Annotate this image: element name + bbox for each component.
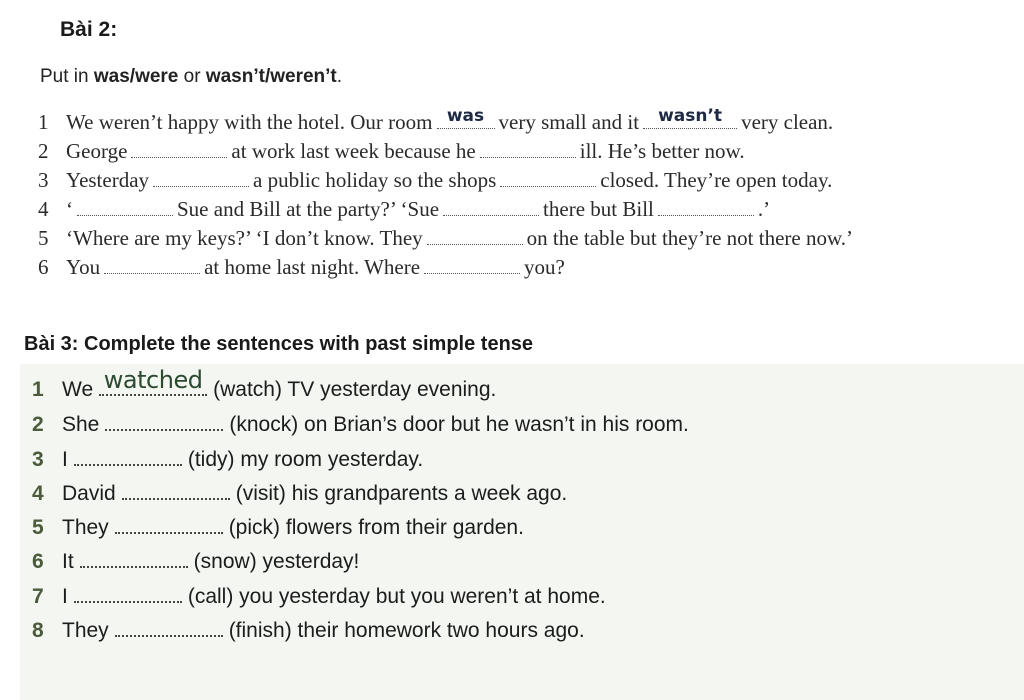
answer-blank[interactable] xyxy=(643,106,737,129)
answer-blank[interactable] xyxy=(131,141,227,158)
item-subject: I xyxy=(62,448,68,471)
item-subject: We xyxy=(62,378,94,401)
exercise-3-title: Bài 3: Complete the sentences with past simple tense xyxy=(24,333,534,355)
item-text: (call) you yesterday but you weren’t at home. xyxy=(187,585,606,608)
item-text: Yesterday xyxy=(66,168,150,192)
answer-blank[interactable] xyxy=(153,170,249,187)
item-text: at home last night. Where xyxy=(204,255,421,279)
item-number: 5 xyxy=(32,516,44,539)
item-text: George xyxy=(66,139,128,163)
item-text: very clean. xyxy=(741,110,834,134)
answer-blank[interactable] xyxy=(115,516,223,534)
exercise-3-item-3 xyxy=(32,448,423,472)
item-text: on the table but they’re not there now.’ xyxy=(526,226,854,250)
item-number: 3 xyxy=(32,448,44,471)
exercise-2-item-5 xyxy=(38,226,853,251)
item-number: 8 xyxy=(32,619,44,642)
answer-blank[interactable] xyxy=(105,413,223,431)
exercise-2-instruction xyxy=(40,66,342,88)
item-text: .’ xyxy=(757,197,771,221)
handwritten-answer: watched xyxy=(103,366,203,394)
answer-blank[interactable] xyxy=(427,228,523,245)
item-subject: They xyxy=(62,516,109,539)
item-text: We weren’t happy with the hotel. Our room xyxy=(66,110,433,134)
answer-blank[interactable] xyxy=(480,141,576,158)
exercise-3-item-6 xyxy=(32,550,359,574)
answer-blank[interactable] xyxy=(424,257,520,274)
item-text: there but Bill xyxy=(543,197,654,221)
instruction-prefix: Put in xyxy=(40,66,94,87)
item-number: 6 xyxy=(38,255,49,279)
item-number: 4 xyxy=(32,482,44,505)
item-text: (snow) yesterday! xyxy=(193,550,360,573)
exercise-2-title: Bài 2: xyxy=(60,18,118,41)
item-text: Sue and Bill at the party?’ ‘Sue xyxy=(177,197,440,221)
instruction-words-1: was/were xyxy=(93,66,179,87)
item-number: 1 xyxy=(38,110,49,134)
answer-blank[interactable] xyxy=(443,199,539,216)
item-number: 2 xyxy=(32,413,44,436)
item-subject: I xyxy=(62,585,68,608)
exercise-2-item-3 xyxy=(38,168,832,193)
answer-blank[interactable] xyxy=(437,106,495,129)
item-text: (knock) on Brian’s door but he wasn’t in his room. xyxy=(229,413,689,436)
item-subject: David xyxy=(62,482,116,505)
exercise-3-item-5 xyxy=(32,516,524,540)
item-text: ‘Where are my keys?’ ‘I don’t know. They xyxy=(66,226,423,250)
item-text: (visit) his grandparents a week ago. xyxy=(235,482,568,505)
item-text: You xyxy=(66,255,101,279)
item-text: you? xyxy=(524,255,565,279)
exercise-3-item-1 xyxy=(32,366,497,402)
answer-blank[interactable] xyxy=(80,550,188,568)
answer-blank[interactable] xyxy=(115,619,223,637)
item-text: a public holiday so the shops xyxy=(253,168,497,192)
answer-blank[interactable] xyxy=(500,170,596,187)
answer-blank[interactable] xyxy=(74,585,182,603)
answer-blank[interactable] xyxy=(77,199,173,216)
instruction-end: . xyxy=(336,66,343,87)
handwritten-answer: was xyxy=(446,106,485,126)
answer-blank[interactable] xyxy=(658,199,754,216)
exercise-3-item-7 xyxy=(32,585,606,609)
item-text: ‘ xyxy=(66,197,73,221)
answer-blank[interactable] xyxy=(99,366,207,396)
item-number: 5 xyxy=(38,226,49,250)
exercise-2-item-2 xyxy=(38,139,745,164)
item-subject: She xyxy=(62,413,100,436)
answer-blank[interactable] xyxy=(104,257,200,274)
answer-blank[interactable] xyxy=(74,448,182,466)
item-text: closed. They’re open today. xyxy=(600,168,833,192)
exercise-2-item-6 xyxy=(38,255,565,280)
item-subject: They xyxy=(62,619,109,642)
item-number: 2 xyxy=(38,139,49,163)
answer-blank[interactable] xyxy=(122,482,230,500)
item-text: very small and it xyxy=(498,110,640,134)
item-number: 1 xyxy=(32,378,44,401)
instruction-mid: or xyxy=(178,66,206,87)
item-number: 7 xyxy=(32,585,44,608)
item-number: 4 xyxy=(38,197,49,221)
exercise-3-item-8 xyxy=(32,619,585,643)
exercise-3-item-4 xyxy=(32,482,567,506)
item-text: (pick) flowers from their garden. xyxy=(228,516,524,539)
item-text: ill. He’s better now. xyxy=(579,139,745,163)
item-text: at work last week because he xyxy=(231,139,476,163)
exercise-2-item-4 xyxy=(38,197,770,222)
instruction-words-2: wasn’t/weren’t xyxy=(205,66,337,87)
item-text: (tidy) my room yesterday. xyxy=(187,448,424,471)
item-number: 3 xyxy=(38,168,49,192)
exercise-3-item-2 xyxy=(32,413,689,437)
item-text: (watch) TV yesterday evening. xyxy=(213,378,497,401)
exercise-2-item-1 xyxy=(38,106,834,135)
item-number: 6 xyxy=(32,550,44,573)
handwritten-answer: wasn’t xyxy=(658,106,723,126)
item-subject: It xyxy=(62,550,74,573)
item-text: (finish) their homework two hours ago. xyxy=(228,619,585,642)
